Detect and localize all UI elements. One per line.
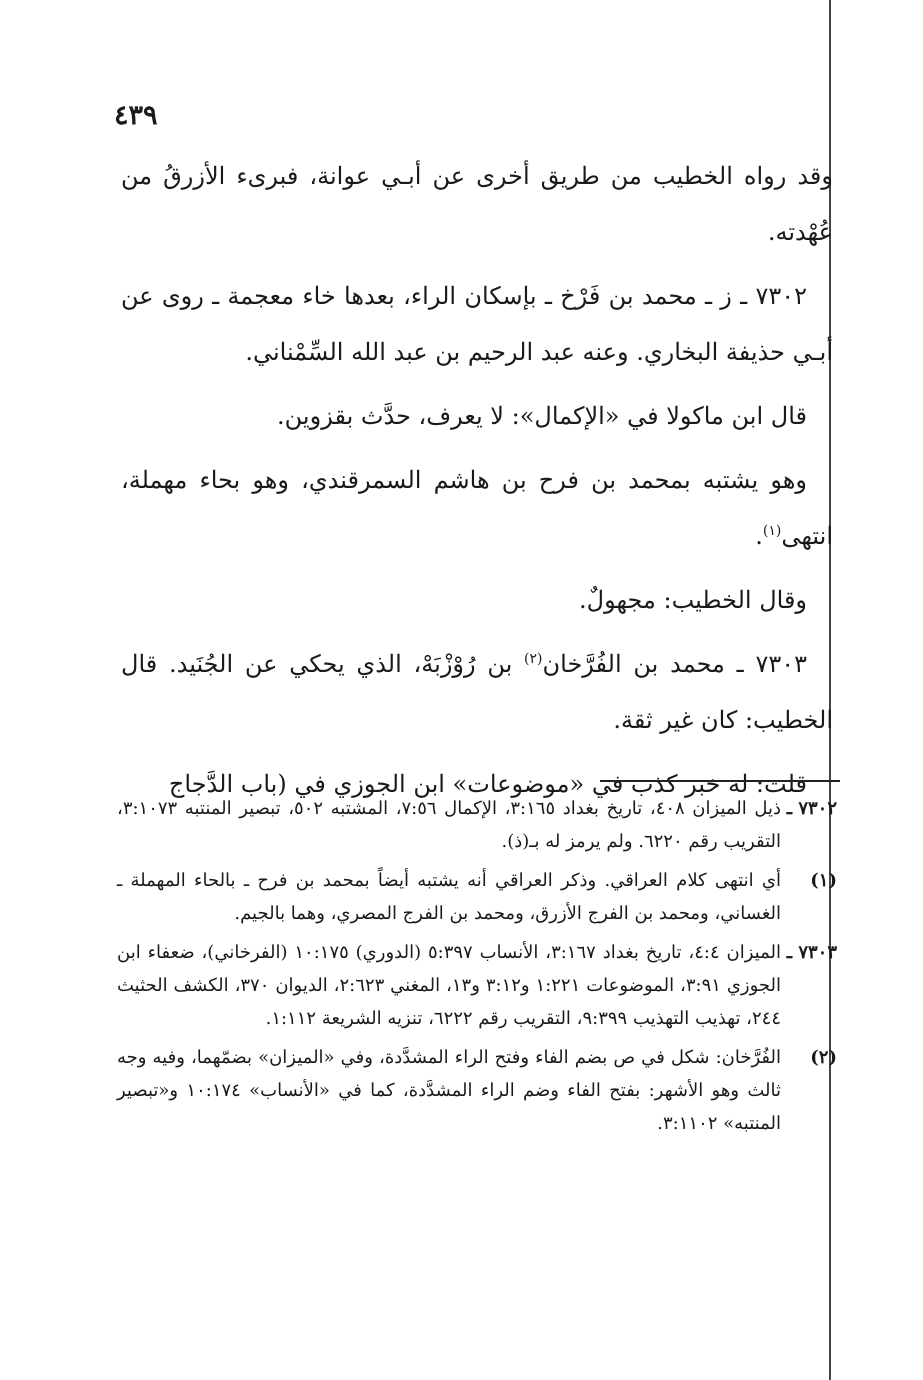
paragraph: وقد رواه الخطيب من طريق أخرى عن أبـي عوانة، فبرىء الأزرقُ من عُهْدته. <box>121 162 833 246</box>
paragraph <box>121 452 833 564</box>
entry-7303-paragraph <box>121 636 833 748</box>
footnote-label: (٢) <box>810 1047 837 1068</box>
footnote-ref-2: (٢) <box>524 651 543 667</box>
paragraph-text: وهو يشتبه بمحمد بن فرح بن هاشم السمرقندي، وهو بحاء مهملة، انتهى <box>121 466 833 550</box>
footnotes <box>117 792 837 1146</box>
footnote-label: ٧٣٠٣ ـ <box>786 942 837 963</box>
footnote-text: أي انتهى كلام العراقي. وذكر العراقي أنه يشتبه أيضاً بمحمد بن فرح ـ بالحاء المهملة ـ الغساني، ومحمد بن الفرج الأزرق، ومحمد بن الفرج المصري، وهما بالجيم. <box>117 870 781 924</box>
paragraph-period: . <box>755 522 763 550</box>
footnote-text: الميزان ٤:٤، تاريخ بغداد ٣:١٦٧، الأنساب ٥:٣٩٧ (الدوري) ١٠:١٧٥ (الفرخاني)، ضعفاء ابن الجوزي ٣:٩١، الموضوعات ١:٢٢١ و٣:١٢ و١٣، المغني ٢:٦٢٣، الديوان ٣٧٠، الكشف الحثيث ٢٤٤، تهذيب التهذيب ٩:٣٩٩، التقريب رقم ٦٢٢٢، تنزيه الشريعة ١:١١٢. <box>117 942 782 1029</box>
paragraph: وقال الخطيب: مجهولٌ. <box>579 586 807 614</box>
footnote-label: (١) <box>810 870 837 891</box>
main-text <box>121 148 833 820</box>
footnote-text: ذيل الميزان ٤٠٨، تاريخ بغداد ٣:١٦٥، الإكمال ٧:٥٦، المشتبه ٥٠٢، تبصير المنتبه ٣:١٠٧٣، التقريب رقم ٦٢٢٠. ولم يرمز له بـ(ذ). <box>117 798 782 852</box>
footnote <box>117 1041 837 1140</box>
footnote-label: ٧٣٠٢ ـ <box>786 798 837 819</box>
paragraph-text: ٧٣٠٣ ـ محمد بن الفُرَّخان <box>542 650 808 678</box>
footnote <box>117 936 837 1035</box>
footnote <box>117 792 837 858</box>
footnote-ref-1: (١) <box>762 523 782 539</box>
paragraph: قال ابن ماكولا في «الإكمال»: لا يعرف، حدَّث بقزوين. <box>277 402 807 430</box>
paragraph-text: بن رُوْزْبَهْ، الذي يحكي عن الجُنَيد. قال الخطيب: كان غير ثقة. <box>121 650 833 734</box>
footnote-text: الفُرَّخان: شكل في ص بضم الفاء وفتح الراء المشدَّدة، وفي «الميزان» بضمّهما، وفيه وجه ثالث وهو الأشهر: بفتح الفاء وضم الراء المشدَّدة، كما في «الأنساب» ١٠:١٧٤ و«تبصير المنتبه» ٣:١١٠٢. <box>117 1047 781 1134</box>
footnote <box>117 864 837 930</box>
paragraph: قلت: له خبر كذب في «موضوعات» ابن الجوزي في (باب الدَّجاج <box>168 770 807 798</box>
entry-7302-paragraph: ٧٣٠٢ ـ ز ـ محمد بن فَرْخ ـ بإسكان الراء، بعدها خاء معجمة ـ روى عن أبـي حذيفة البخاري. وعنه عبد الرحيم بن عبد الله السِّمْناني. <box>121 282 833 366</box>
footnote-divider <box>600 780 840 782</box>
page-number: ٤٣٩ <box>114 100 158 131</box>
